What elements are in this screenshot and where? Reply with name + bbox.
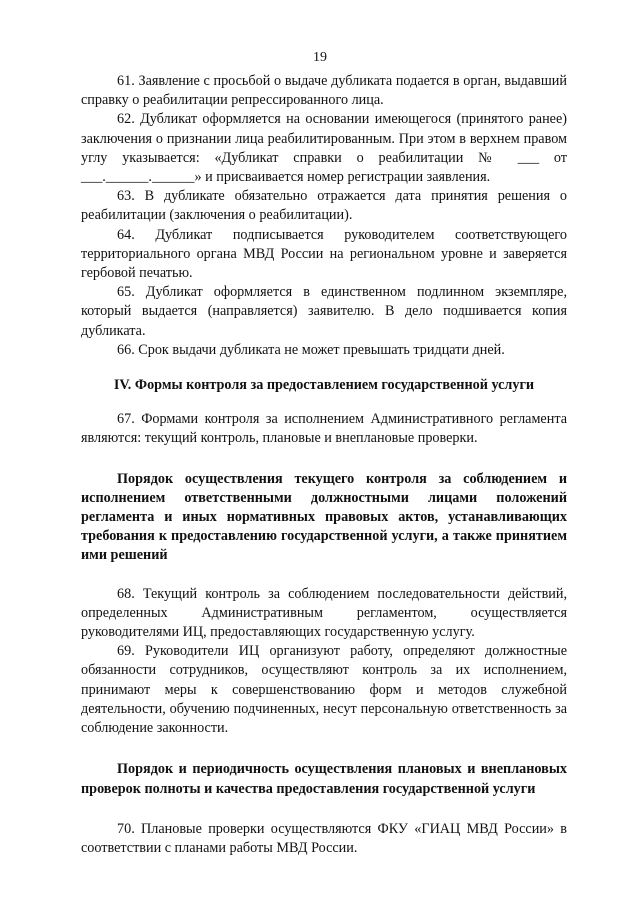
subsection-title-current-control: Порядок осуществления текущего контроля за соблюдением и исполнением ответственными должностными лицами положений регламента и иных нормативных правовых актов, устанавливающих требования к предоставлению государственной услуги, а также принятием ими решений: [81, 470, 567, 564]
paragraph-63: 63. В дубликате обязательно отражается дата принятия решения о реабилитации (заключения о реабилитации).: [81, 188, 567, 224]
paragraph-67: 67. Формами контроля за исполнением Административного регламента являются: текущий контроль, плановые и внеплановые проверки.: [81, 411, 567, 447]
spacer: [81, 738, 567, 760]
paragraph-68: 68. Текущий контроль за соблюдением последовательности действий, определенных Административным регламентом, осуществляется руководителями ИЦ, предоставляющих государственную услугу.: [81, 585, 567, 641]
paragraph-70: 70. Плановые проверки осуществляются ФКУ «ГИАЦ МВД России» в соответствии с планами работы МВД России.: [81, 820, 567, 856]
spacer: [81, 449, 567, 470]
subsection-title-inspections: Порядок и периодичность осуществления плановых и внеплановых проверок полноты и качества предоставления государственной услуги: [81, 761, 567, 797]
spacer: [81, 566, 567, 585]
paragraph-62: 62. Дубликат оформляется на основании имеющегося (принятого ранее) заключения о признании лица реабилитированным. При этом в верхнем правом углу указывается: «Дубликат справки о реабилитации № ___ от ___.______.______» и присваивается номер регистрации заявления.: [81, 111, 567, 186]
page-number: 19: [313, 50, 327, 65]
paragraph-66: 66. Срок выдачи дубликата не может превышать тридцати дней.: [117, 341, 505, 358]
paragraph-61: 61. Заявление с просьбой о выдаче дубликата подается в орган, выдавший справку о реабилитации репрессированного лица.: [81, 73, 567, 109]
page-content: [81, 72, 567, 858]
paragraph-65: 65. Дубликат оформляется в единственном подлинном экземпляре, который выдается (направляется) заявителю. В дело подшивается копия дубликата.: [81, 284, 567, 339]
section-title: IV. Формы контроля за предоставлением государственной услуги: [113, 377, 535, 394]
paragraph-64: 64. Дубликат подписывается руководителем соответствующего территориального органа МВД России на региональном уровне и заверяется гербовой печатью.: [81, 226, 567, 282]
paragraph-69: 69. Руководители ИЦ организуют работу, определяют должностные обязанности сотрудников, осуществляют контроль за их исполнением, принимают меры к совершенствованию форм и методов служебной деятельности, обучению подчиненных, несут персональную ответственность за соблюдение законности.: [81, 643, 567, 737]
spacer: [81, 799, 567, 820]
